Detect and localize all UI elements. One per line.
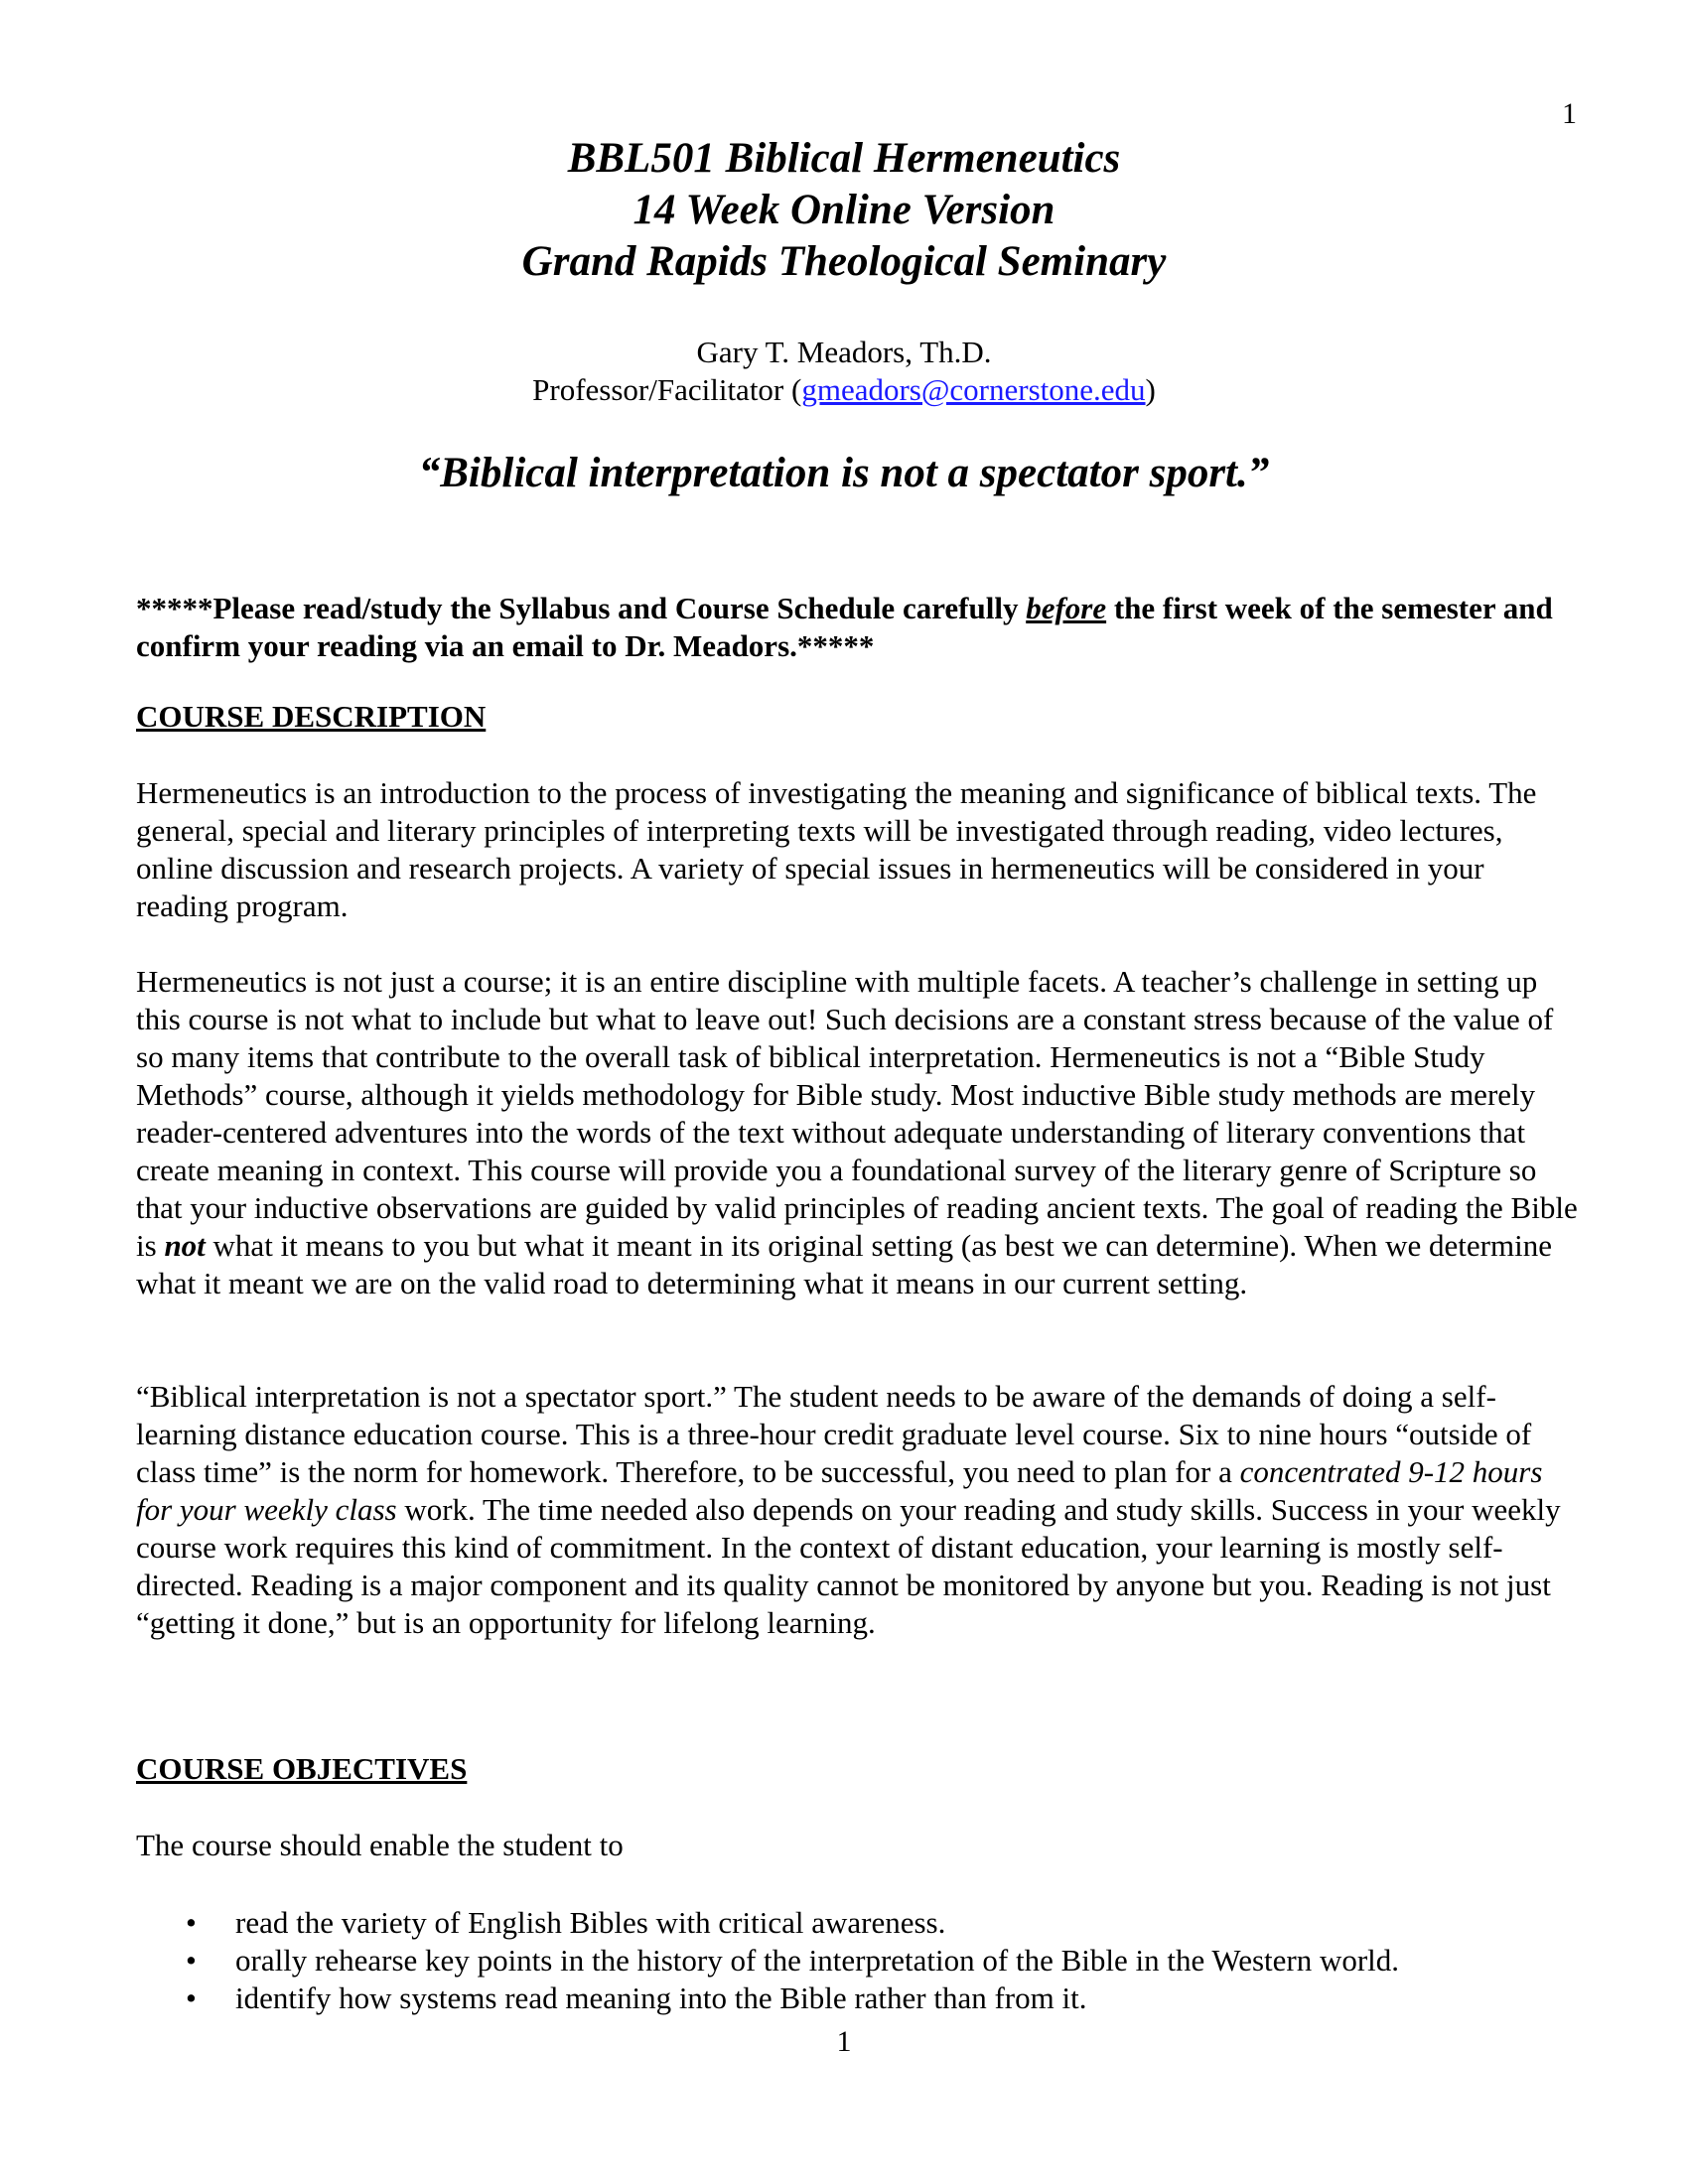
para2-text-1: Hermeneutics is not just a course; it is an entire discipline with multiple facets. A teacher’s challenge in setting up this course is not what to include but what to leave out! Such decisions are a constant stress because of the value of so many items that contribute to the overall task of biblical interpretation. Hermeneutics is not a “Bible Study Methods” course, although it yields methodology for Bible study. Most inductive Bible study methods are merely reader-centered adventures into the words of the text without adequate understanding of literary conventions that create meaning in context. This course will provide you a foundational survey of the literary genre of Scripture so that your inductive observations are guided by valid principles of reading ancient texts. The goal of reading the Bible is bbox=[136, 964, 1578, 1263]
para3-emphasis: concentrated 9-12 hours for your weekly class bbox=[136, 1454, 1543, 1527]
bullet-icon: • bbox=[186, 1905, 197, 1940]
objective-text: orally rehearse key points in the history of the interpretation of the Bible in the Western world. bbox=[235, 1943, 1400, 1978]
course-title bbox=[0, 133, 1688, 288]
course-objectives-heading: COURSE OBJECTIVES bbox=[136, 1751, 468, 1786]
notice-text-1: *****Please read/study the Syllabus and Course Schedule carefully bbox=[136, 591, 1027, 625]
para2-emphasis: not bbox=[164, 1228, 206, 1263]
course-description-heading: COURSE DESCRIPTION bbox=[136, 699, 487, 734]
author-name: Gary T. Meadors, Th.D. bbox=[696, 335, 992, 369]
list-item bbox=[136, 1942, 1578, 1979]
author-role bbox=[0, 371, 1688, 409]
title-line-1: BBL501 Biblical Hermeneutics bbox=[567, 135, 1121, 182]
objective-text: identify how systems read meaning into the Bible rather than from it. bbox=[235, 1980, 1087, 2015]
para3-text-1: “Biblical interpretation is not a spectator sport.” The student needs to be aware of the demands of doing a self-learning distance education course. This is a three-hour credit graduate level course. Six to nine hours “outside of class time” is the norm for homework. Therefore, to be successful, you need to plan for a bbox=[136, 1379, 1532, 1489]
description-paragraph-3 bbox=[136, 1378, 1578, 1642]
objectives-list bbox=[136, 1904, 1578, 2017]
bullet-icon: • bbox=[186, 1980, 197, 2015]
bullet-icon: • bbox=[186, 1943, 197, 1978]
page-number-bottom: 1 bbox=[836, 2025, 852, 2058]
para2-text-2: what it means to you but what it meant in its original setting (as best we can determine). When we determine what it meant we are on the valid road to determining what it means in our current setting. bbox=[136, 1228, 1552, 1300]
email-link[interactable]: gmeadors@cornerstone.edu bbox=[801, 372, 1146, 407]
title-line-3: Grand Rapids Theological Seminary bbox=[521, 238, 1167, 285]
list-item bbox=[136, 1979, 1578, 2017]
reading-notice bbox=[136, 590, 1576, 665]
list-item bbox=[136, 1904, 1578, 1942]
author-block bbox=[0, 334, 1688, 409]
objectives-intro: The course should enable the student to bbox=[136, 1828, 624, 1862]
role-prefix: Professor/Facilitator ( bbox=[532, 372, 802, 407]
page-number-top: 1 bbox=[1562, 97, 1577, 130]
role-suffix: ) bbox=[1145, 372, 1156, 407]
title-line-2: 14 Week Online Version bbox=[633, 187, 1055, 233]
notice-emphasis: before bbox=[1026, 591, 1107, 625]
description-paragraph-1: Hermeneutics is an introduction to the process of investigating the meaning and significance of biblical texts. The general, special and literary principles of interpreting texts will be investigated through reading, video lectures, online discussion and research projects. A variety of special issues in hermeneutics will be considered in your reading program. bbox=[136, 775, 1537, 923]
course-quote: “Biblical interpretation is not a spectator sport.” bbox=[418, 450, 1270, 496]
para3-text-2: work. The time needed also depends on your reading and study skills. Success in your weekly course work requires this kind of commitment. In the context of distant education, your learning is mostly self-directed. Reading is a major component and its quality cannot be monitored by anyone but you. Reading is not just “getting it done,” but is an opportunity for lifelong learning. bbox=[136, 1492, 1561, 1640]
notice-text-2: the first week of the semester and confirm your reading via an email to Dr. Meadors.***** bbox=[136, 591, 1553, 663]
objective-text: read the variety of English Bibles with critical awareness. bbox=[235, 1905, 946, 1940]
description-paragraph-2 bbox=[136, 963, 1578, 1302]
